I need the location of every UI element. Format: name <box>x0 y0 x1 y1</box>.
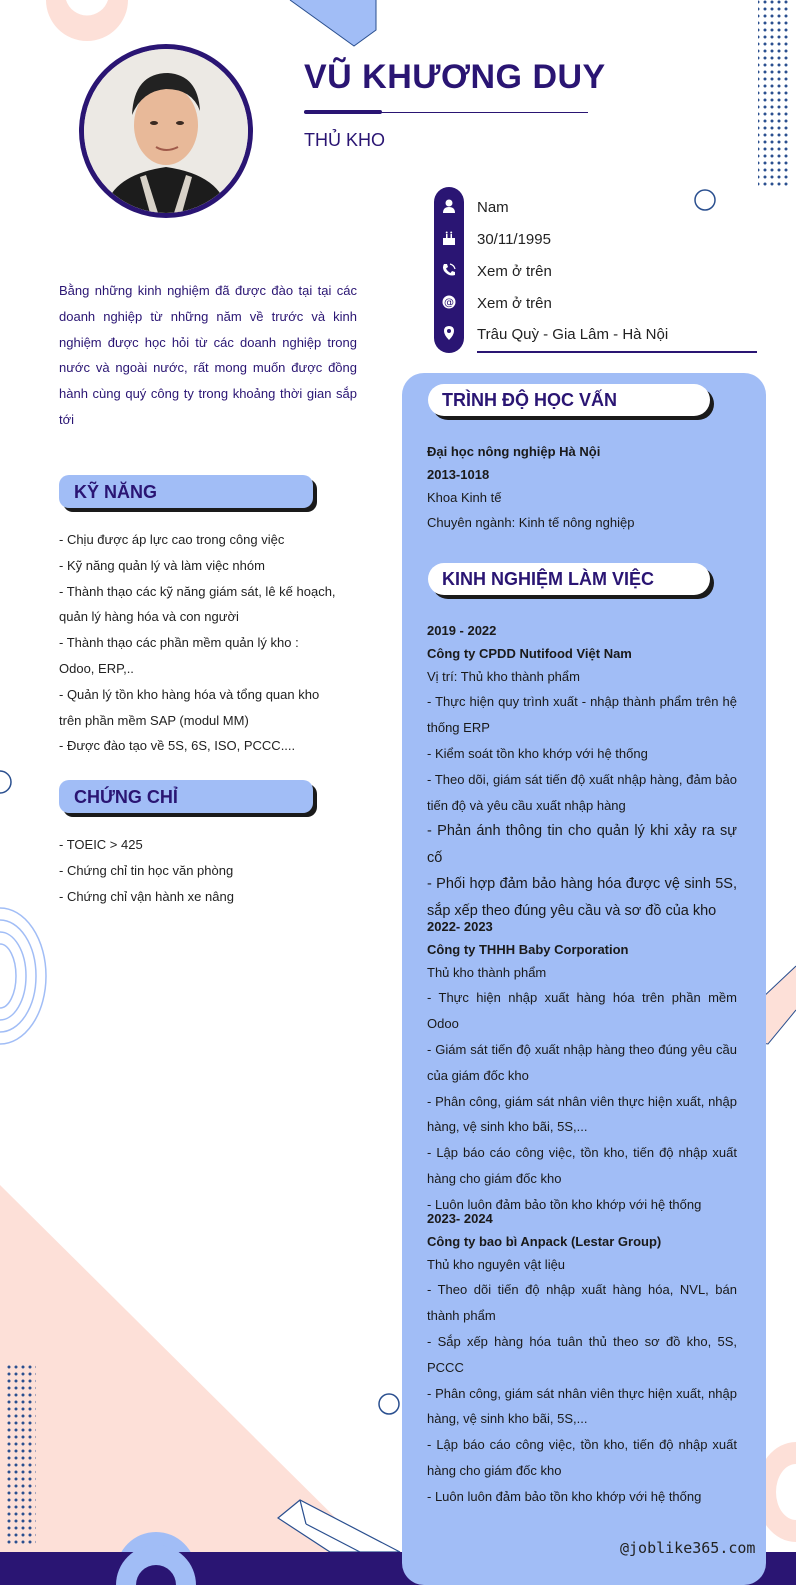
career-summary: Bằng những kinh nghiệm đã được đào tại tại các doanh nghiệp từ những năm về trước và kinh nghiệm được học hỏi từ các doanh nghiệp trong nước và ngoài nước, rất mong muốn được đồng hành cùng quý công ty trong khoảng thời gian sắp tới <box>59 283 357 427</box>
job-duty: - Theo dõi tiến độ nhập xuất hàng hóa, NVL, bán thành phẩm <box>427 1282 737 1324</box>
job-duty: - Phân công, giám sát nhân viên thực hiện xuất, nhập hàng, vệ sinh kho bãi, 5S,... <box>427 1385 737 1427</box>
job-company: Công ty THHH Baby Corporation <box>427 941 629 957</box>
job-position: Vị trí: Thủ kho thành phẩm <box>427 668 580 684</box>
education-details <box>427 439 737 536</box>
job-duty: - Kiểm soát tồn kho khớp với hệ thống <box>427 745 648 761</box>
name-underline-accent <box>304 110 382 114</box>
job-company: Công ty bao bì Anpack (Lestar Group) <box>427 1233 662 1249</box>
education-faculty: Khoa Kinh tế <box>427 489 502 505</box>
candidate-name: VŨ KHƯƠNG DUY <box>304 58 606 96</box>
skills-title: KỸ NĂNG <box>74 482 158 502</box>
job-period: 2019 - 2022 <box>427 623 497 638</box>
user-icon <box>441 198 457 214</box>
education-title: TRÌNH ĐỘ HỌC VẤN <box>442 390 617 410</box>
education-school: Đại học nông nghiệp Hà Nội <box>427 444 601 459</box>
contact-underline <box>477 351 757 353</box>
job-duty: - Phân công, giám sát nhân viên thực hiện xuất, nhập hàng, vệ sinh kho bãi, 5S,... <box>427 1093 737 1135</box>
skill-item: - Chịu được áp lực cao trong công việc <box>59 532 285 547</box>
job-period: 2022- 2023 <box>427 919 493 934</box>
certificate-item: - Chứng chỉ vận hành xe nâng <box>59 888 234 904</box>
job-company: Công ty CPDD Nutifood Việt Nam <box>427 645 632 661</box>
contact-address: Trâu Quỳ - Gia Lâm - Hà Nội <box>477 326 669 343</box>
location-pin-icon <box>441 325 457 341</box>
skill-item: - Quản lý tồn kho hàng hóa và tổng quan kho trên phần mềm SAP (modul MM) <box>59 686 320 728</box>
job-entry-2 <box>427 914 737 1218</box>
job-duty: - Phối hợp đảm bảo hàng hóa được vệ sinh 5S, sắp xếp theo đúng yêu cầu và sơ đồ của kho <box>427 876 737 919</box>
job-entry-1 <box>427 618 737 924</box>
skills-header <box>59 475 313 508</box>
job-duty: - Luôn luôn đảm bảo tồn kho khớp với hệ thống <box>427 1488 702 1504</box>
skill-item: - Thành thạo các kỹ năng giám sát, lê kế hoạch, quản lý hàng hóa và con người <box>59 583 336 625</box>
job-duty: - Thực hiện quy trình xuất - nhập thành phẩm trên hệ thống ERP <box>427 694 737 736</box>
skill-item: - Kỹ năng quản lý và làm việc nhóm <box>59 557 265 573</box>
job-duty: - Theo dõi, giám sát tiến độ xuất nhập hàng, đảm bảo tiến độ và yêu cầu xuất nhập hàng <box>427 771 737 813</box>
education-major: Chuyên ngành: Kinh tế nông nghiệp <box>427 515 635 531</box>
job-position: Thủ kho thành phẩm <box>427 964 547 980</box>
email-icon <box>441 294 457 310</box>
skills-list <box>59 527 337 759</box>
certificates-list <box>59 832 337 909</box>
experience-header <box>428 563 710 595</box>
job-duty: - Lập báo cáo công việc, tồn kho, tiến độ nhập xuất hàng cho giám đốc kho <box>427 1437 737 1478</box>
phone-icon <box>441 262 457 278</box>
certificate-item: - TOEIC > 425 <box>59 837 143 852</box>
skill-item: - Thành thạo các phần mềm quản lý kho : Odoo, ERP,.. <box>59 635 299 676</box>
job-duty: - Phản ánh thông tin cho quản lý khi xảy ra sự cố <box>427 823 737 866</box>
certificates-header <box>59 780 313 813</box>
job-title: THỦ KHO <box>304 130 385 150</box>
job-duty: - Sắp xếp hàng hóa tuân thủ theo sơ đồ kho, 5S, PCCC <box>427 1333 737 1375</box>
contact-gender: Nam <box>477 199 509 216</box>
profile-photo <box>79 44 253 218</box>
job-duty: - Luôn luôn đảm bảo tồn kho khớp với hệ thống <box>427 1196 702 1212</box>
job-duty: - Lập báo cáo công việc, tồn kho, tiến độ nhập xuất hàng cho giám đốc kho <box>427 1145 737 1186</box>
watermark: @joblike365.com <box>620 1539 756 1557</box>
svg-text:@: @ <box>444 297 454 309</box>
education-years: 2013-1018 <box>427 466 490 482</box>
certificate-item: - Chứng chỉ tin học văn phòng <box>59 862 234 878</box>
contact-phone: Xem ở trên <box>477 263 552 280</box>
certificates-title: CHỨNG CHỈ <box>74 787 178 807</box>
contact-birthday: 30/11/1995 <box>477 231 551 248</box>
job-position: Thủ kho nguyên vật liệu <box>427 1256 566 1272</box>
experience-title: KINH NGHIỆM LÀM VIỆC <box>442 569 655 589</box>
job-duty: - Thực hiện nhập xuất hàng hóa trên phần mềm Odoo <box>427 990 737 1032</box>
birthday-cake-icon <box>441 230 457 246</box>
job-period: 2023- 2024 <box>427 1211 493 1226</box>
contact-email: Xem ở trên <box>477 295 552 312</box>
education-header <box>428 384 710 416</box>
skill-item: - Được đào tạo về 5S, 6S, ISO, PCCC.... <box>59 738 296 754</box>
job-entry-3 <box>427 1206 737 1510</box>
job-duty: - Giám sát tiến độ xuất nhập hàng theo đúng yêu cầu của giám đốc kho <box>427 1041 737 1083</box>
